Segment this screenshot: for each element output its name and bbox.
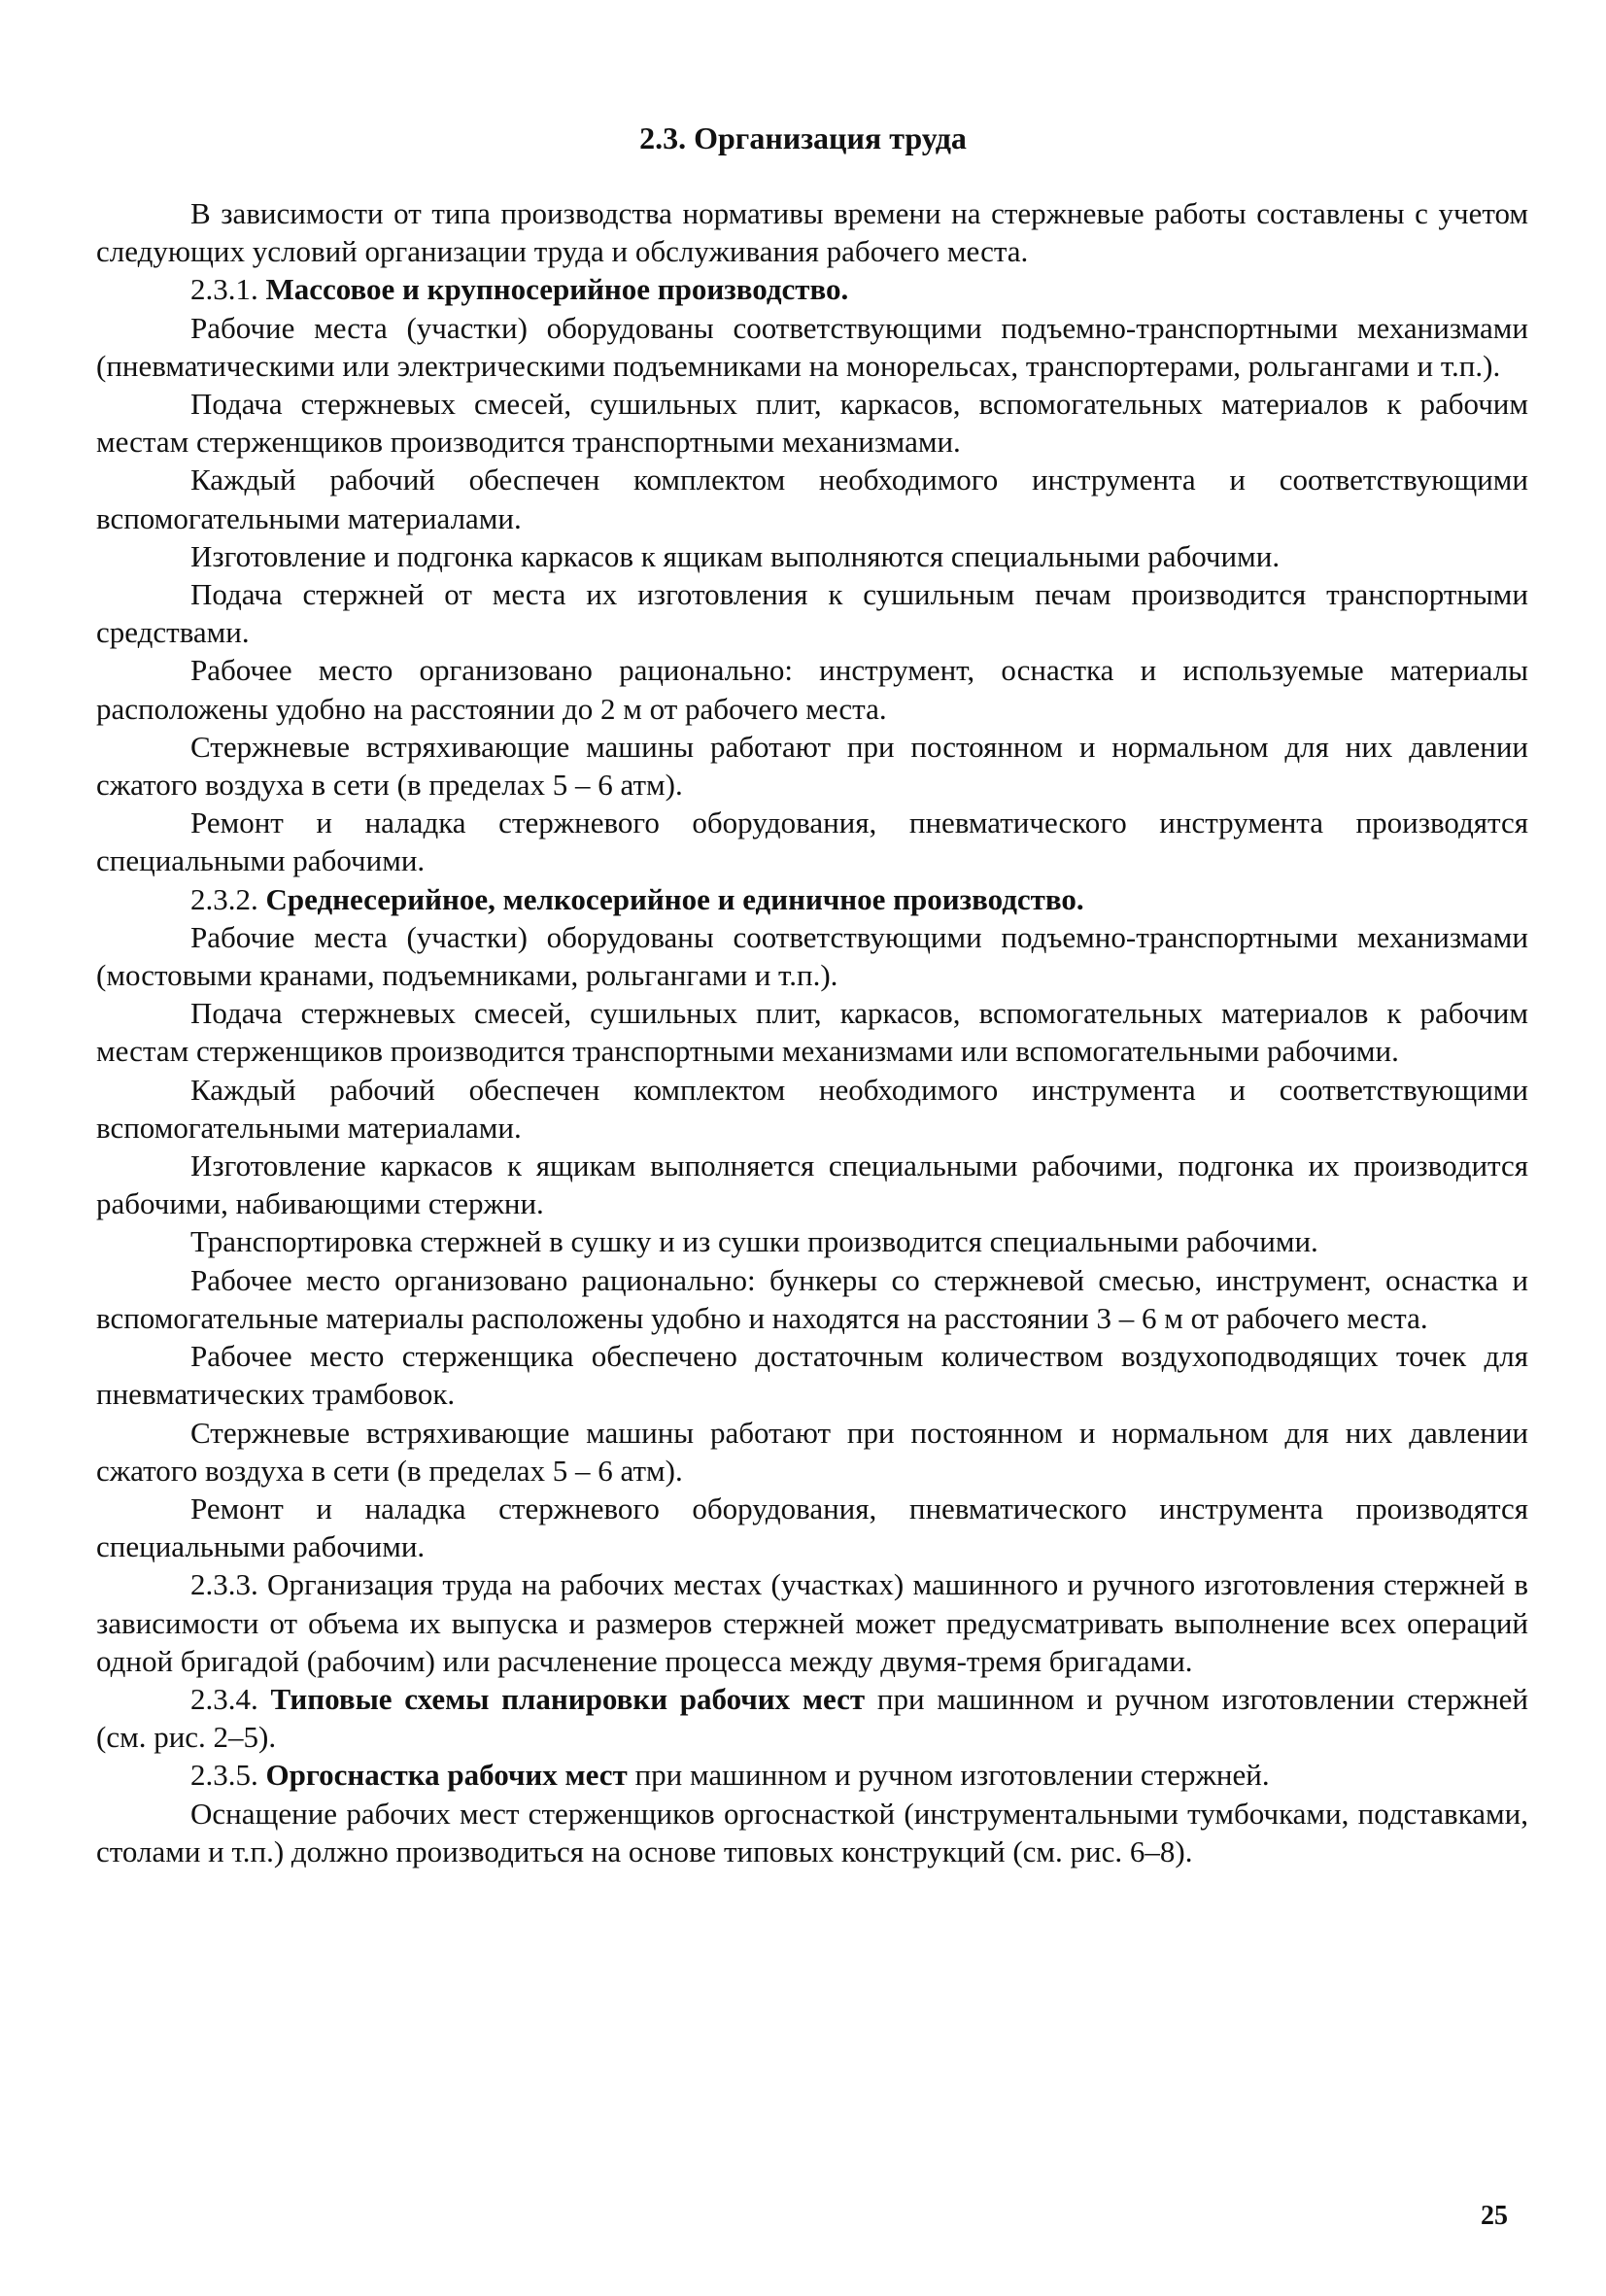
subsection-number: 2.3.4. [190, 1681, 258, 1716]
subsection-heading-2-3-2 [96, 880, 1528, 918]
paragraph: Каждый рабочий обеспечен комплектом необходимого инструмента и соответствующими вспомогательными материалами. [96, 1072, 1528, 1145]
subsection-number: 2.3.1. [190, 272, 258, 307]
paragraph: Изготовление каркасов к ящикам выполняется специальными рабочими, подгонка их производится рабочими, набивающими стержни. [96, 1148, 1528, 1221]
paragraph: Подача стержней от места их изготовления к сушильным печам производится транспортными средствами. [96, 577, 1528, 650]
section-title: 2.3. Организация труда [639, 120, 967, 155]
subsection-2-3-3: 2.3.3. Организация труда на рабочих местах (участках) машинного и ручного изготовления стержней в зависимости от объема их выпуска и размеров стержней может предусматривать выполнение всех операций одной бригадой (рабочим) или расчленение процесса между двумя-тремя бригадами. [96, 1567, 1528, 1678]
subsection-title: Среднесерийное, мелкосерийное и единичное производство. [265, 881, 1084, 916]
subsection-heading-2-3-1 [96, 270, 1528, 308]
paragraph: Рабочие места (участки) оборудованы соответствующими подъемно-транспортными механизмами (мостовыми кранами, подъемниками, рольгангами и т.п.). [96, 919, 1528, 993]
page-number: 25 [1481, 2201, 1508, 2231]
subsection-title: Оргоснастка рабочих мест [265, 1758, 628, 1793]
paragraph: Оснащение рабочих мест стерженщиков оргоснасткой (инструментальными тумбочками, подставками, столами и т.п.) должно производиться на основе типовых конструкций (см. рис. 6–8). [96, 1796, 1528, 1868]
paragraph: Ремонт и наладка стержневого оборудования, пневматического инструмента производятся специальными рабочими. [96, 805, 1528, 878]
subsection-text: при машинном и ручном изготовлении стержней (см. рис. 2–5). [96, 1681, 1529, 1755]
subsection-2-3-4 [96, 1680, 1528, 1756]
paragraph: Подача стержневых смесей, сушильных плит, каркасов, вспомогательных материалов к рабочим местам стерженщиков производится транспортными механизмами. [96, 387, 1528, 460]
subsection-2-3-5 [96, 1756, 1528, 1794]
subsection-number: 2.3.5. [190, 1758, 258, 1793]
document-body [96, 194, 1528, 1870]
subsection-title: Массовое и крупносерийное производство. [265, 272, 849, 307]
paragraph: Ремонт и наладка стержневого оборудования, пневматического инструмента производятся специальными рабочими. [96, 1491, 1528, 1564]
subsection-text: при машинном и ручном изготовлении стержней. [634, 1758, 1270, 1793]
paragraph: Стержневые встряхивающие машины работают при постоянном и нормальном для них давлении сжатого воздуха в сети (в пределах 5 – 6 атм). [96, 729, 1528, 803]
paragraph: Транспортировка стержней в сушку и из сушки производится специальными рабочими. [190, 1224, 1318, 1259]
subsection-title: Типовые схемы планировки рабочих мест [270, 1681, 866, 1716]
paragraph: Рабочие места (участки) оборудованы соответствующими подъемно-транспортными механизмами (пневматическими или электрическими подъемниками на монорельсах, транспортерами, рольгангами и т.п.). [96, 310, 1528, 383]
paragraph: Подача стержневых смесей, сушильных плит, каркасов, вспомогательных материалов к рабочим местам стерженщиков производится транспортными механизмами или вспомогательными рабочими. [96, 996, 1528, 1069]
paragraph: Стержневые встряхивающие машины работают при постоянном и нормальном для них давлении сжатого воздуха в сети (в пределах 5 – 6 атм). [96, 1415, 1528, 1488]
paragraph: Рабочее место организовано рационально: бункеры со стержневой смесью, инструмент, оснастка и вспомогательные материалы расположены удобно и находятся на расстоянии 3 – 6 м от рабочего места. [96, 1262, 1528, 1335]
paragraph: Рабочее место стерженщика обеспечено достаточным количеством воздухоподводящих точек для пневматических трамбовок. [96, 1339, 1528, 1412]
paragraph: Каждый рабочий обеспечен комплектом необходимого инструмента и соответствующими вспомогательными материалами. [96, 463, 1528, 535]
intro-paragraph: В зависимости от типа производства нормативы времени на стержневые работы составлены с учетом следующих условий организации труда и обслуживания рабочего места. [96, 196, 1528, 269]
paragraph: Изготовление и подгонка каркасов к ящикам выполняются специальными рабочими. [190, 538, 1281, 573]
subsection-number: 2.3.2. [190, 881, 258, 916]
paragraph: Рабочее место организовано рационально: инструмент, оснастка и используемые материалы расположены удобно на расстоянии до 2 м от рабочего места. [96, 653, 1528, 726]
